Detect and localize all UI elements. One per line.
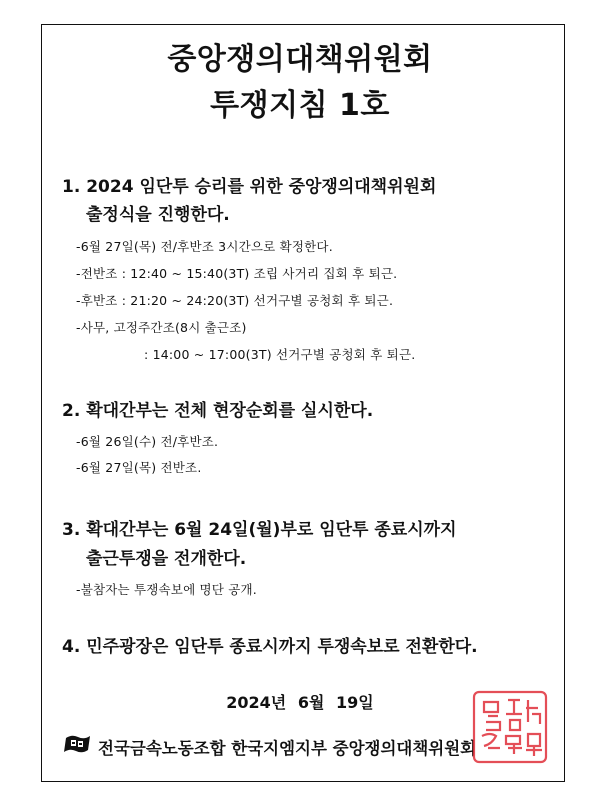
item-3-detail-1: -불참자는 투쟁속보에 명단 공개. (76, 582, 257, 597)
item-2-detail-1: -6월 26일(수) 전/후반조. (76, 434, 219, 449)
item-1-heading: 1. 2024 임단투 승리를 위한 중앙쟁의대책위원회 (62, 177, 437, 197)
item-1-detail-5: : 14:00 ~ 17:00(3T) 선거구별 공청회 후 퇴근. (144, 347, 416, 362)
item-1-detail-3: -후반조 : 21:20 ~ 24:20(3T) 선거구별 공청회 후 퇴근. (76, 293, 394, 308)
item-1-detail-2: -전반조 : 12:40 ~ 15:40(3T) 조립 사거리 집회 후 퇴근. (76, 266, 398, 281)
official-seal-icon (468, 686, 552, 768)
document-title: 중앙쟁의대책위원회 (167, 42, 433, 77)
union-flag-logo-icon (62, 732, 92, 756)
document-date: 2024년 6월 19일 (226, 693, 374, 712)
item-3-heading: 3. 확대간부는 6월 24일(월)부로 임단투 종료시까지 (62, 520, 457, 540)
issuing-organization: 전국금속노동조합 한국지엠지부 중앙쟁의대책위원회 (98, 739, 477, 758)
item-1-detail-1: -6월 27일(목) 전/후반조 3시간으로 확정한다. (76, 239, 333, 254)
item-1-detail-4: -사무, 고정주간조(8시 출근조) (76, 320, 247, 335)
item-3-heading-cont: 출근투쟁을 전개한다. (86, 549, 247, 569)
item-4-heading: 4. 민주광장은 임단투 종료시까지 투쟁속보로 전환한다. (62, 637, 478, 657)
item-1-heading-cont: 출정식을 진행한다. (86, 205, 230, 225)
item-2-detail-2: -6월 27일(목) 전반조. (76, 460, 202, 475)
document-subtitle: 투쟁지침 1호 (210, 88, 390, 123)
item-2-heading: 2. 확대간부는 전체 현장순회를 실시한다. (62, 401, 374, 421)
